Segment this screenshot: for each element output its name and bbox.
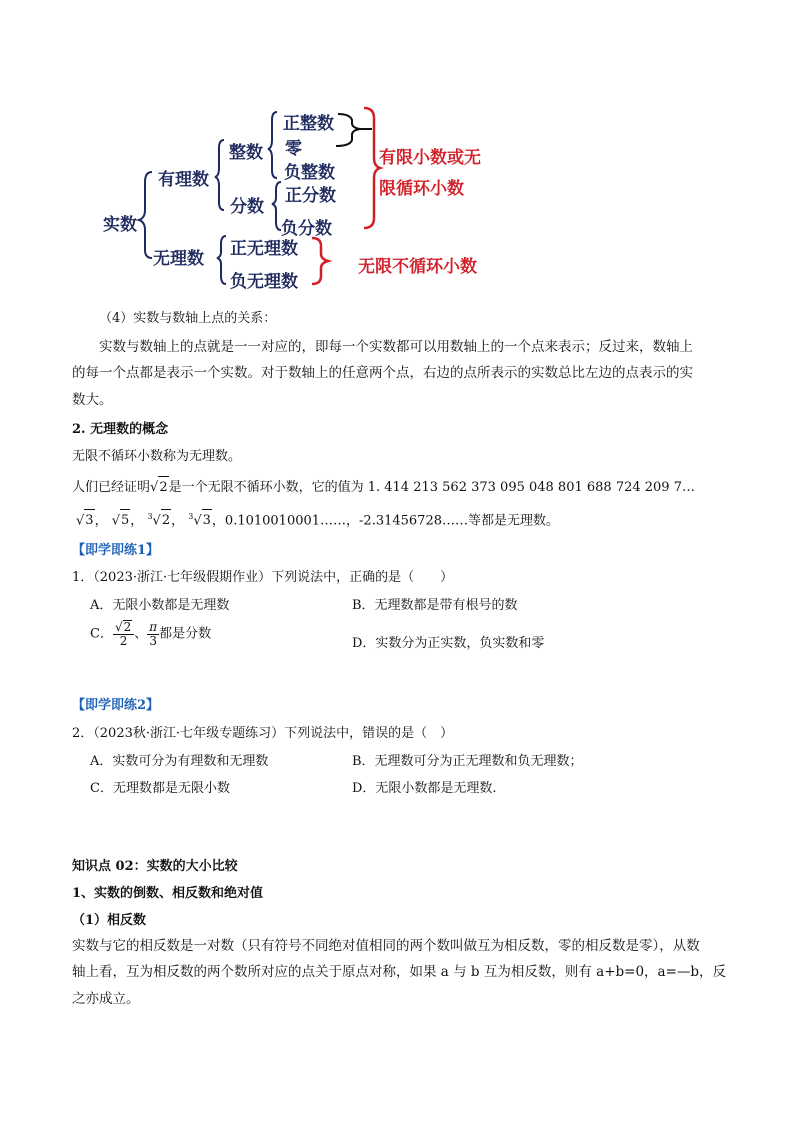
concept-line2-post: 是一个无限不循环小数，它的值为 1. 414 213 562 373 095 048 801 688 724 209 7… (168, 480, 695, 495)
practice2-option-b: B．无理数可分为正无理数和负无理数； (352, 754, 583, 769)
numerator: 2 (123, 620, 132, 634)
sqrt-sign: √ (111, 513, 121, 529)
denominator: 2 (119, 634, 128, 648)
concept-line2-pre: 人们已经证明 (72, 480, 151, 495)
numerator: π (149, 619, 158, 634)
denominator: 3 (149, 633, 158, 648)
label-pos-frac: 正分数 (285, 186, 336, 206)
radicand-3: 3 (84, 509, 94, 532)
practice2-option-c: C．无理数都是无限小数 (90, 781, 230, 796)
concept-line2 (72, 476, 695, 499)
sqrt-sign: √ (152, 513, 161, 529)
sqrt-sign: √ (193, 513, 202, 529)
note-irrational: 无限不循环小数 (358, 257, 477, 277)
note-rational-line1: 有限小数或无 (379, 148, 481, 168)
knowledge2-sub2: （1）相反数 (72, 913, 147, 928)
label-fraction: 分数 (230, 197, 264, 217)
section4-heading: （4）实数与数轴上点的关系： (99, 311, 277, 326)
label-integer: 整数 (229, 143, 263, 163)
label-neg-frac: 负分数 (281, 219, 332, 239)
cube-root-index: 3 (188, 512, 194, 521)
practice2-tag: 【即学即练2】 (72, 698, 160, 713)
label-pos-int: 正整数 (283, 114, 334, 134)
label-neg-int: 负整数 (284, 163, 335, 183)
concept-line3: √3， √5， $^3$√2， $^3$√3，0.1010010001……，-2.31456728……等都是无理数。 (76, 506, 559, 532)
practice1-option-c (90, 620, 211, 648)
option-c-prefix: C． (90, 626, 113, 642)
section4-line3: 数大。 (72, 392, 113, 408)
concept-heading: 2. 无理数的概念 (72, 422, 169, 437)
knowledge2-sub1: 1、实数的倒数、相反数和绝对值 (72, 886, 264, 901)
label-irrational: 无理数 (153, 249, 204, 269)
radicand-cube-3: 3 (202, 509, 212, 532)
red-brace-irrational (312, 238, 328, 284)
option-c-sep: 、 (134, 626, 148, 642)
practice2-question: 2．（2023秋·浙江·七年级专题练习）下列说法中，错误的是（ ） (72, 726, 454, 741)
section4-line2: 的每一个点都是表示一个实数。对于数轴上的任意两个点，右边的点所表示的实数总比左边的点表示的实 (72, 365, 693, 381)
concept-line1: 无限不循环小数称为无理数。 (72, 449, 242, 464)
fraction-brace (272, 182, 281, 230)
radicand-5: 5 (120, 509, 130, 532)
red-brace-rational (364, 108, 380, 228)
fraction-sqrt2-over-2 (113, 620, 134, 648)
practice1-tag: 【即学即练1】 (72, 543, 160, 558)
option-c-suffix: 都是分数 (159, 626, 212, 642)
note-rational-line2: 限循环小数 (379, 179, 464, 199)
sqrt-sign: √ (150, 480, 159, 495)
label-real: 实数 (103, 215, 137, 235)
black-brace (336, 114, 360, 146)
knowledge2-line1: 实数与它的相反数是一对数（只有符号不同绝对值相同的两个数叫做互为相反数，零的相反数是零），从数 (72, 938, 700, 954)
practice1-question: 1．（2023·浙江·七年级假期作业）下列说法中，正确的是（ ） (72, 570, 454, 585)
practice2-option-a: A．实数可分为有理数和无理数 (90, 754, 269, 769)
knowledge2-heading: 知识点 02：实数的大小比较 (72, 859, 238, 874)
fraction-pi-over-3 (147, 621, 159, 648)
integer-brace (268, 112, 277, 178)
practice1-option-d: D．实数分为正实数，负实数和零 (352, 636, 545, 651)
knowledge2-line3: 之亦成立。 (72, 991, 140, 1007)
label-zero: 零 (285, 139, 302, 159)
concept-line3-rest: ，0.1010010001……，-2.31456728……等都是无理数。 (211, 513, 559, 529)
section4-line1: 实数与数轴上的点就是一一对应的，即每一个实数都可以用数轴上的一个点来表示；反过来，数轴上 (99, 339, 693, 355)
label-rational: 有理数 (158, 170, 209, 190)
practice2-option-d: D．无限小数都是无理数. (352, 781, 497, 796)
cube-root-index: 3 (147, 512, 153, 521)
sqrt-sign: √ (114, 620, 123, 634)
practice1-option-a: A．无限小数都是无理数 (90, 598, 230, 613)
label-neg-irr: 负无理数 (230, 272, 298, 292)
rational-brace (215, 140, 224, 210)
sqrt-sign: √ (76, 513, 85, 529)
label-pos-irr: 正无理数 (230, 239, 298, 259)
practice1-option-b: B．无理数都是带有根号的数 (352, 598, 518, 613)
knowledge2-line2: 轴上看，互为相反数的两个数所对应的点关于原点对称，如果 a 与 b 互为相反数，则有 a+b=0，a=—b，反 (72, 964, 727, 980)
irrational-brace (217, 236, 226, 284)
sqrt-radicand: 2 (158, 476, 168, 499)
root-brace (139, 172, 152, 258)
radicand-cube-2: 2 (161, 509, 171, 532)
